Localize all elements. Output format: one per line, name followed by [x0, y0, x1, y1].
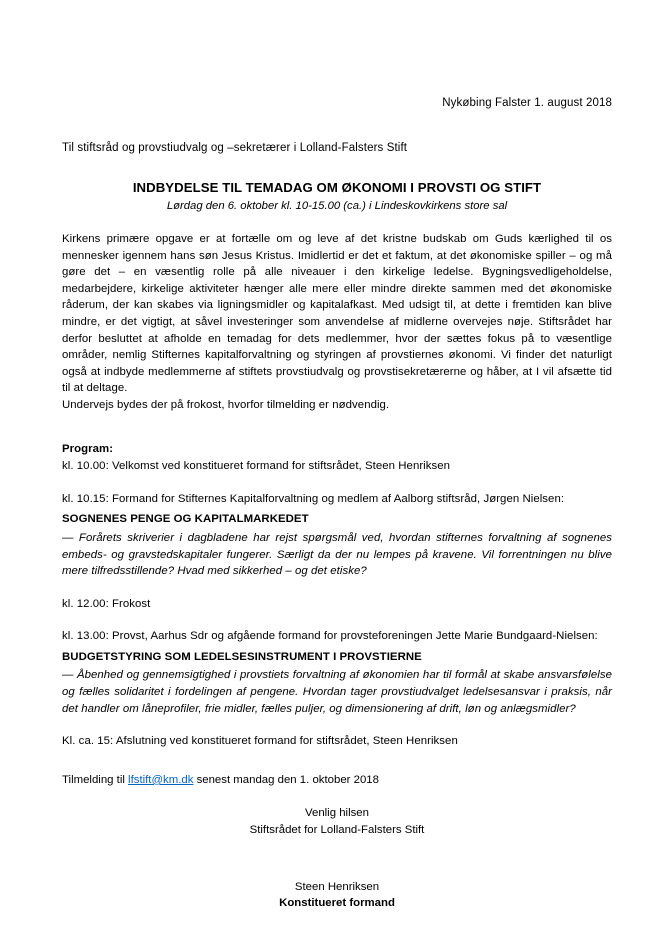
signature-block — [62, 879, 612, 912]
signup-suffix: senest mandag den 1. oktober 2018 — [193, 773, 379, 786]
intro-paragraph-2: Undervejs bydes der på frokost, hvorfor tilmelding er nødvendig. — [62, 398, 390, 411]
program-item-title: BUDGETSTYRING SOM LEDELSESINSTRUMENT I PROVSTIERNE — [62, 650, 422, 663]
program-item-line: Kl. ca. 15: Afslutning ved konstitueret formand for stiftsrådet, Steen Henriksen — [62, 735, 458, 748]
closing-greeting: Venlig hilsen — [305, 807, 369, 820]
intro-paragraph-1: Kirkens primære opgave er at fortælle om og leve af det kristne budskab om Guds kærlighed til os mennesker igennem hans søn Jesus Kristus. Imidlertid er det et faktum, at det økonomiske spiller – og må gøre det – en væsentlig rolle på alle niveauer i den kirkelige ledelse. Bygningsvedligeholdelse, medarbejdere, kirkelige aktiviteter hænger alle mere eller mindre direkte sammen med det økonomiske råderum, der kan skabes via ligningsmidler og kapitalafkast. Med udsigt til, at dette i fremtiden kan blive mindre, er det vigtigt, at såvel investeringer som anvendelse af midlerne overvejes nøje. Stiftsrådet har derfor besluttet at afholde en temadag for dets medlemmer, hvor der sættes fokus på to væsentlige områder, nemlig Stifternes kapitalforvaltning og styringen af provstiernes økonomi. Vi finder det naturligt også at indbyde medlemmerne af stiftets provstiudvalg og provstisekretærerne og håber, at I vil afsætte tid til at deltage. — [62, 233, 612, 395]
program-item-line: kl. 10.15: Formand for Stifternes Kapitalforvaltning og medlem af Aalborg stiftsråd, Jørgen Nielsen: — [62, 492, 565, 505]
email-link[interactable]: lfstift@km.dk — [128, 773, 194, 786]
document-content — [62, 0, 612, 912]
signature-name: Steen Henriksen — [294, 880, 380, 893]
signature-role: Konstitueret formand — [279, 897, 395, 910]
program-item-line: kl. 13.00: Provst, Aarhus Sdr og afgående formand for provsteforeningen Jette Marie Bundgaard-Nielsen: — [62, 630, 598, 643]
program-item-description: — Forårets skriverier i dagbladene har rejst spørgsmål ved, hvordan stifternes forvaltning af sognenes embeds- og gravstedskapitaler fungerer. Særligt da der nu lempes på kravene. Vil forrentningen nu blive mere tilfredsstillende? Hvad med sikkerhed – og det etiske? — [62, 531, 612, 578]
page-subtitle: Lørdag den 6. oktober kl. 10-15.00 (ca.) i Lindeskovkirkens store sal — [166, 200, 508, 212]
program-item-line: kl. 10.00: Velkomst ved konstitueret formand for stiftsrådet, Steen Henriksen — [62, 460, 451, 473]
program-item-line: kl. 12.00: Frokost — [62, 597, 151, 610]
program-item — [62, 733, 612, 750]
program-section — [62, 441, 612, 750]
closing-organisation: Stiftsrådet for Lolland-Falsters Stift — [249, 824, 425, 837]
program-heading: Program: — [62, 442, 114, 455]
signup-prefix: Tilmelding til — [62, 773, 129, 786]
program-item — [62, 491, 612, 580]
addressee-line: Til stiftsråd og provstiudvalg og –sekretærer i Lolland-Falsters Stift — [62, 142, 408, 154]
closing-block — [62, 805, 612, 838]
program-item — [62, 628, 612, 717]
program-item-description: — Åbenhed og gennemsigtighed i provstiets forvaltning af økonomien har til formål at skabe ansvarsfølelse og fælles solidaritet i fordelingen af pengene. Hvordan tager provstiudvalget ledelsesansvar i praksis, når det handler om låneprofiler, frie midler, fælles puljer, og dimensionering af drift, løn og anlægsmidler? — [62, 669, 612, 715]
program-item — [62, 596, 612, 613]
program-item-title: SOGNENES PENGE OG KAPITALMARKEDET — [62, 513, 309, 526]
signup-line — [62, 772, 612, 789]
intro-body — [62, 231, 612, 414]
date-line: Nykøbing Falster 1. august 2018 — [442, 97, 612, 109]
program-item — [62, 458, 612, 475]
page-title: INDBYDELSE TIL TEMADAG OM ØKONOMI I PROVSTI OG STIFT — [132, 180, 542, 195]
